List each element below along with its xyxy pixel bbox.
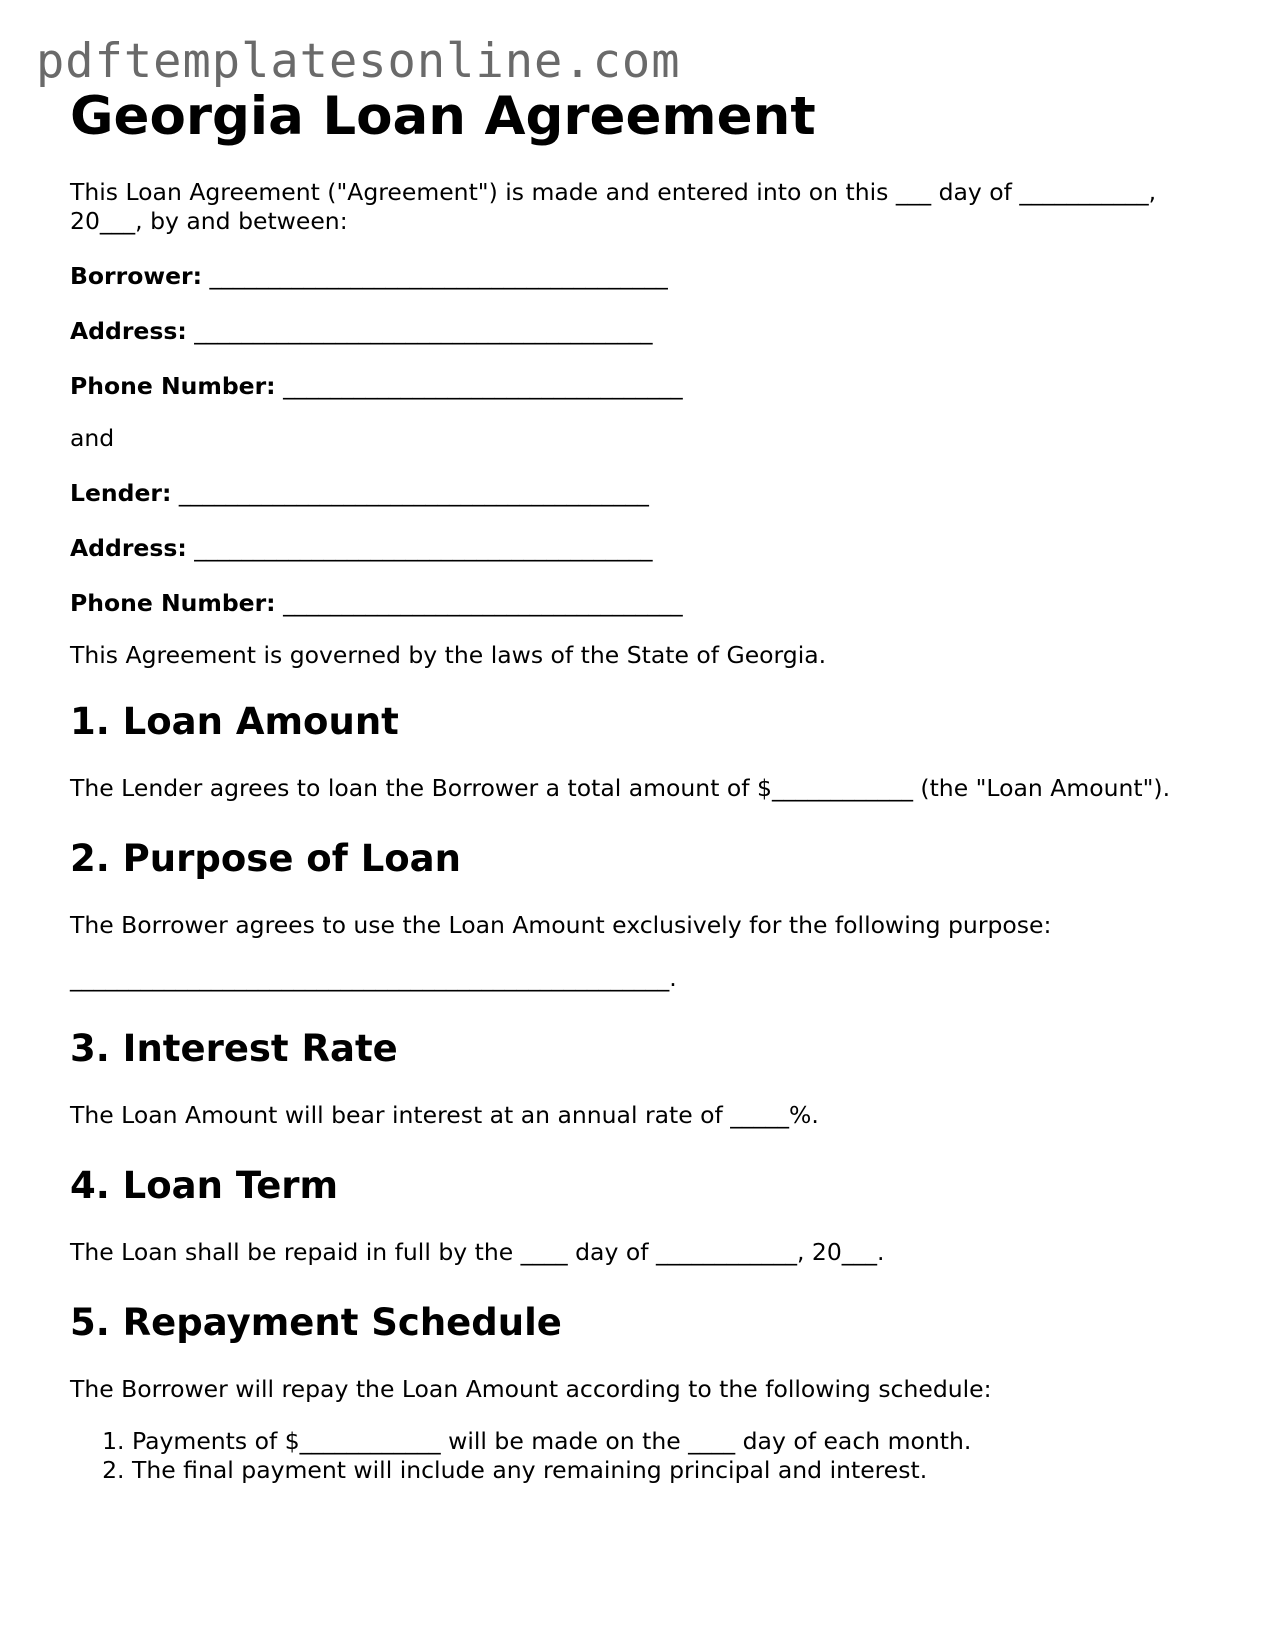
document-page bbox=[70, 86, 1220, 1485]
borrower-name-blank[interactable]: _______________________________________ bbox=[209, 262, 668, 290]
borrower-address-label: Address: bbox=[70, 317, 187, 345]
section-repayment-body: The Borrower will repay the Loan Amount according to the following schedule: bbox=[70, 1375, 992, 1403]
lender-name-label: Lender: bbox=[70, 479, 172, 507]
borrower-address-field bbox=[70, 317, 1220, 346]
section-loan-amount-title: 1. Loan Amount bbox=[70, 700, 399, 743]
borrower-phone-label: Phone Number: bbox=[70, 372, 276, 400]
section-interest-title: 3. Interest Rate bbox=[70, 1027, 398, 1070]
section-loan-amount-body: The Lender agrees to loan the Borrower a total amount of $____________ (the "Loan Amount"). bbox=[70, 774, 1171, 802]
governing-law-text: This Agreement is governed by the laws of the State of Georgia. bbox=[70, 641, 827, 669]
borrower-phone-field bbox=[70, 372, 1220, 401]
and-text: and bbox=[70, 424, 115, 452]
section-purpose-blank[interactable]: ___________________________________________________. bbox=[70, 964, 677, 992]
borrower-name-label: Borrower: bbox=[70, 262, 203, 290]
list-item: 1. Payments of $____________ will be made on the ____ day of each month. bbox=[132, 1427, 1220, 1456]
lender-phone-blank[interactable]: __________________________________ bbox=[283, 589, 683, 617]
lender-phone-field bbox=[70, 589, 1220, 618]
lender-address-blank[interactable]: _______________________________________ bbox=[194, 534, 653, 562]
document-title: Georgia Loan Agreement bbox=[70, 86, 816, 147]
section-term-title: 4. Loan Term bbox=[70, 1164, 339, 1207]
intro-paragraph: This Loan Agreement ("Agreement") is made and entered into on this ___ day of ___________, 20___, by and between: bbox=[70, 178, 1157, 235]
repayment-list bbox=[70, 1427, 1220, 1485]
watermark: pdftemplatesonline.com bbox=[36, 34, 681, 89]
lender-name-field bbox=[70, 479, 1220, 508]
section-repayment-title: 5. Repayment Schedule bbox=[70, 1301, 562, 1344]
section-interest-body: The Loan Amount will bear interest at an annual rate of _____%. bbox=[70, 1101, 819, 1129]
lender-address-field bbox=[70, 534, 1220, 563]
borrower-address-blank[interactable]: _______________________________________ bbox=[194, 317, 653, 345]
lender-address-label: Address: bbox=[70, 534, 187, 562]
lender-phone-label: Phone Number: bbox=[70, 589, 276, 617]
section-term-body: The Loan shall be repaid in full by the ____ day of ____________, 20___. bbox=[70, 1238, 885, 1266]
section-purpose-body: The Borrower agrees to use the Loan Amount exclusively for the following purpose: bbox=[70, 911, 1052, 939]
lender-name-blank[interactable]: ________________________________________ bbox=[178, 479, 649, 507]
section-purpose-title: 2. Purpose of Loan bbox=[70, 837, 461, 880]
borrower-name-field bbox=[70, 262, 1220, 291]
borrower-phone-blank[interactable]: __________________________________ bbox=[283, 372, 683, 400]
list-item: 2. The final payment will include any remaining principal and interest. bbox=[132, 1456, 1220, 1485]
